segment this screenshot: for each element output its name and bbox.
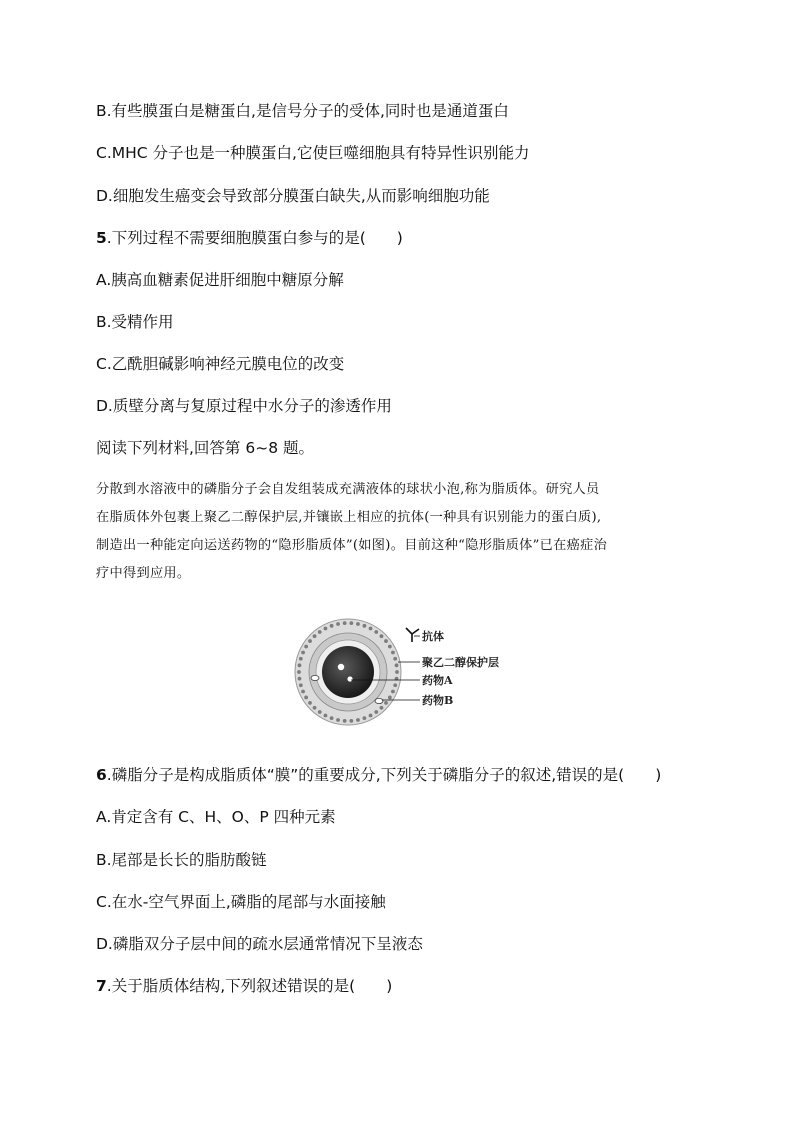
q6-option-a: A.肯定含有 C、H、O、P 四种元素	[96, 808, 336, 826]
phospholipid-head	[336, 622, 340, 626]
phospholipid-head	[299, 683, 303, 687]
q5-option-b: B.受精作用	[96, 313, 174, 331]
drug-b-molecule	[375, 698, 383, 703]
phospholipid-head	[308, 701, 312, 705]
passage-line-3: 制造出一种能定向运送药物的“隐形脂质体”(如图)。目前这种“隐形脂质体”已在癌症治	[96, 538, 608, 553]
q5-number: 5	[96, 229, 107, 247]
phospholipid-head	[395, 663, 399, 667]
phospholipid-head	[384, 639, 388, 643]
phospholipid-head	[301, 690, 305, 694]
phospholipid-head	[318, 710, 322, 714]
q7-number: 7	[96, 977, 107, 995]
phospholipid-head	[369, 714, 373, 718]
q6-stem	[96, 765, 661, 785]
q6-stem-text: .磷脂分子是构成脂质体“膜”的重要成分,下列关于磷脂分子的叙述,错误的是( )	[106, 766, 662, 784]
phospholipid-head	[391, 690, 395, 694]
phospholipid-head	[374, 710, 378, 714]
q4-option-c: C.MHC 分子也是一种膜蛋白,它使巨噬细胞具有特异性识别能力	[96, 144, 530, 162]
phospholipid-head	[304, 696, 308, 700]
phospholipid-head	[301, 651, 305, 655]
phospholipid-head	[298, 677, 302, 681]
passage-line-2: 在脂质体外包裹上聚乙二醇保护层,并镶嵌上相应的抗体(一种具有识别能力的蛋白质),	[96, 510, 602, 525]
q4-option-b: B.有些膜蛋白是糖蛋白,是信号分子的受体,同时也是通道蛋白	[96, 102, 509, 120]
drug-b-molecule	[311, 675, 319, 680]
antibody-icon	[406, 628, 419, 642]
phospholipid-head	[318, 630, 322, 634]
phospholipid-head	[391, 651, 395, 655]
label-drug-a: 药物A	[422, 674, 453, 687]
phospholipid-head	[388, 645, 392, 649]
phospholipid-head	[349, 621, 353, 625]
q5-stem-text: .下列过程不需要细胞膜蛋白参与的是( )	[106, 229, 403, 247]
phospholipid-head	[324, 627, 328, 631]
phospholipid-head	[363, 716, 367, 720]
q6-number: 6	[96, 766, 107, 784]
phospholipid-head	[299, 657, 303, 661]
reading-passage	[96, 476, 704, 588]
phospholipid-head	[356, 622, 360, 626]
material-intro: 阅读下列材料,回答第 6~8 题。	[96, 439, 314, 457]
phospholipid-head	[313, 706, 317, 710]
phospholipid-head	[343, 621, 347, 625]
q5-option-d: D.质壁分离与复原过程中水分子的渗透作用	[96, 397, 392, 415]
phospholipid-head	[374, 630, 378, 634]
phospholipid-head	[388, 696, 392, 700]
q6-option-c: C.在水-空气界面上,磷脂的尾部与水面接触	[96, 893, 386, 911]
phospholipid-head	[313, 634, 317, 638]
q7-stem-text: .关于脂质体结构,下列叙述错误的是( )	[106, 977, 393, 995]
drug-a-molecule	[347, 676, 352, 681]
phospholipid-head	[297, 670, 301, 674]
phospholipid-head	[380, 634, 384, 638]
q7-stem	[96, 976, 392, 996]
phospholipid-head	[356, 718, 360, 722]
label-antibody: 抗体	[422, 630, 444, 643]
label-peg-layer: 聚乙二醇保护层	[422, 656, 499, 669]
q4-option-d: D.细胞发生癌变会导致部分膜蛋白缺失,从而影响细胞功能	[96, 187, 490, 205]
drug-a-molecule	[338, 664, 344, 670]
phospholipid-head	[324, 714, 328, 718]
phospholipid-head	[308, 639, 312, 643]
label-drug-b: 药物B	[422, 694, 454, 707]
q5-option-c: C.乙酰胆碱影响神经元膜电位的改变	[96, 355, 345, 373]
passage-line-4: 疗中得到应用。	[96, 566, 191, 581]
phospholipid-head	[395, 670, 399, 674]
phospholipid-head	[384, 701, 388, 705]
phospholipid-head	[298, 663, 302, 667]
passage-line-1: 分散到水溶液中的磷脂分子会自发组装成充满液体的球状小泡,称为脂质体。研究人员	[96, 482, 600, 497]
liposome-core	[322, 646, 374, 698]
phospholipid-head	[330, 624, 334, 628]
phospholipid-head	[380, 706, 384, 710]
phospholipid-head	[330, 716, 334, 720]
liposome-figure	[288, 616, 528, 728]
phospholipid-head	[393, 683, 397, 687]
phospholipid-head	[369, 627, 373, 631]
q6-option-d: D.磷脂双分子层中间的疏水层通常情况下呈液态	[96, 935, 423, 953]
phospholipid-head	[343, 719, 347, 723]
phospholipid-head	[349, 719, 353, 723]
phospholipid-head	[363, 624, 367, 628]
q6-option-b: B.尾部是长长的脂肪酸链	[96, 851, 267, 869]
q5-stem	[96, 228, 403, 248]
phospholipid-head	[393, 657, 397, 661]
phospholipid-head	[304, 645, 308, 649]
phospholipid-head	[336, 718, 340, 722]
q5-option-a: A.胰高血糖素促进肝细胞中糖原分解	[96, 271, 344, 289]
